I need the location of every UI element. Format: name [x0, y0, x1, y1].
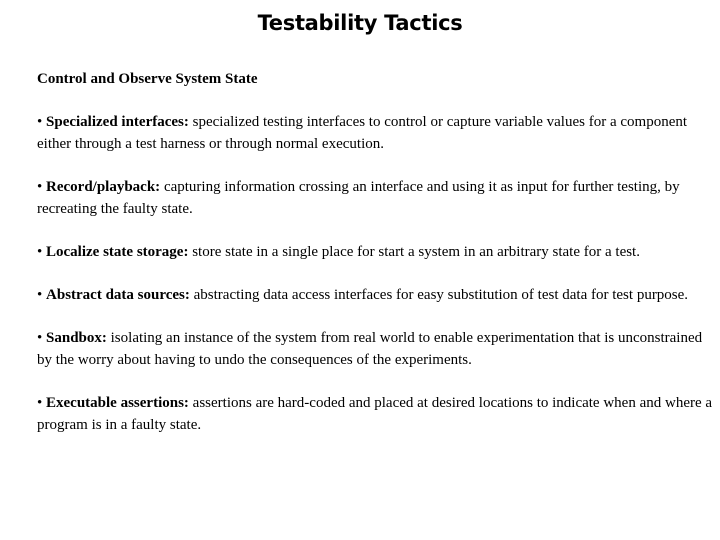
bullet-item-executable-assertions: [37, 392, 717, 436]
bullet-symbol: •: [37, 330, 43, 346]
bullet-term: Localize state storage:: [46, 244, 189, 260]
bullet-text: isolating an instance of the system from real world to enable experimentation that is unconstrained by the worry about having to undo the consequences of the experiments.: [37, 330, 703, 368]
bullet-text: store state in a single place for start a system in an arbitrary state for a test.: [192, 244, 640, 260]
bullet-symbol: •: [37, 395, 43, 411]
bullet-term: Specialized interfaces:: [46, 114, 189, 130]
bullet-item-localize-state-storage: [37, 241, 717, 263]
bullet-text: capturing information crossing an interface and using it as input for further testing, by recreating the faulty state.: [37, 179, 680, 217]
bullet-item-record-playback: [37, 176, 717, 220]
bullet-symbol: •: [37, 244, 43, 260]
section-heading: Control and Observe System State: [37, 71, 258, 87]
bullet-term: Record/playback:: [46, 179, 161, 195]
bullet-term: Executable assertions:: [46, 395, 189, 411]
bullet-symbol: •: [37, 114, 43, 130]
bullet-item-sandbox: [37, 327, 717, 371]
bullet-item-specialized-interfaces: [37, 111, 717, 155]
bullet-symbol: •: [37, 287, 43, 303]
slide-title: Testability Tactics: [257, 11, 463, 35]
bullet-term: Abstract data sources:: [46, 287, 190, 303]
bullet-term: Sandbox:: [46, 330, 107, 346]
slide-content: [37, 68, 717, 457]
bullet-text: abstracting data access interfaces for easy substitution of test data for test purpose.: [193, 287, 689, 303]
bullet-symbol: •: [37, 179, 43, 195]
bullet-text: specialized testing interfaces to control or capture variable values for a component either through a test harness or through normal execution.: [37, 114, 688, 152]
bullet-text: assertions are hard-coded and placed at desired locations to indicate when and where a program is in a faulty state.: [37, 395, 713, 433]
bullet-item-abstract-data-sources: [37, 284, 717, 306]
